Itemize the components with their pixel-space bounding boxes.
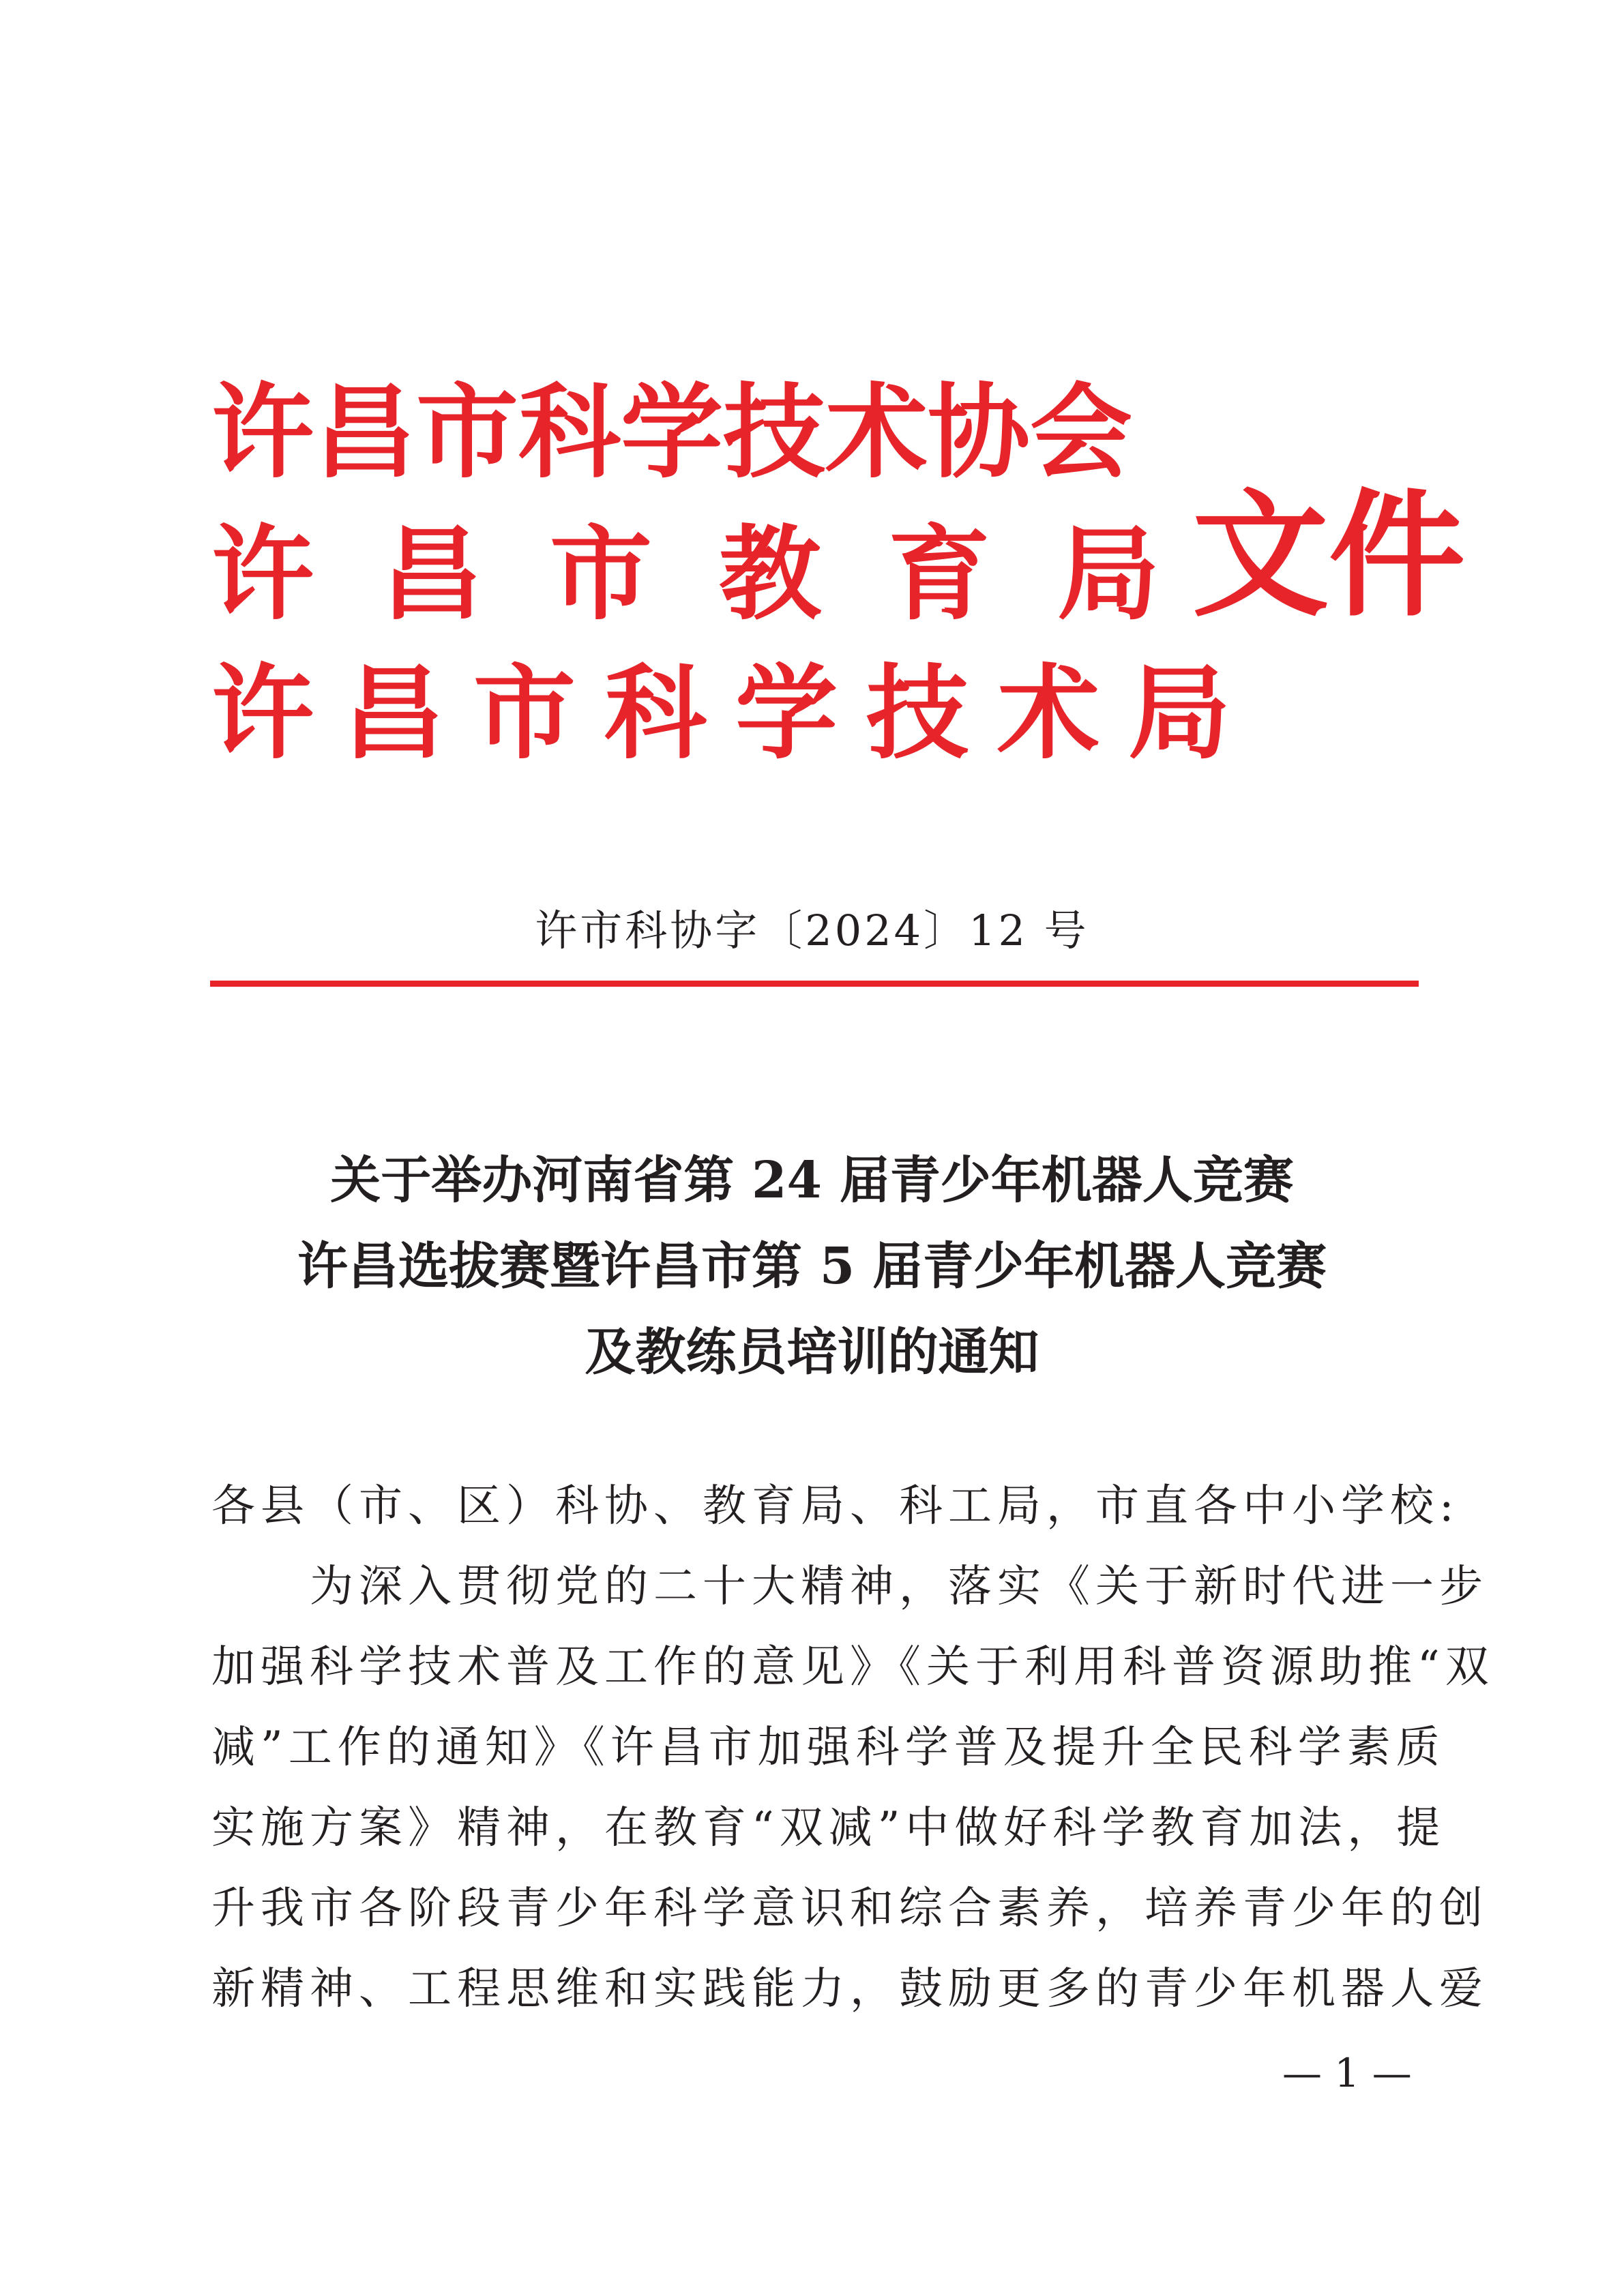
red-divider	[210, 981, 1419, 987]
notice-title	[0, 1137, 1624, 1395]
body-line: 为深入贯彻党的二十大精神，落实《关于新时代进一步	[211, 1562, 1488, 1612]
body-line: 减”工作的通知》《许昌市加强科学普及提升全民科学素质	[211, 1723, 1445, 1773]
notice-title-line: 及教练员培训的通知	[585, 1323, 1039, 1382]
document-suffix: 文件	[1192, 477, 1466, 636]
issuer-line-education-bureau: 许昌市教育局	[211, 516, 1227, 634]
notice-title-line: 关于举办河南省第 24 届青少年机器人竞赛	[330, 1151, 1294, 1210]
page-number: — 1 —	[1282, 2050, 1412, 2096]
body-line: 升我市各阶段青少年科学意识和综合素养，培养青少年的创	[211, 1883, 1488, 1934]
body-line: 加强科学技术普及工作的意见》《关于利用科普资源助推“双	[211, 1642, 1494, 1693]
issuer-line-science-bureau: 许昌市科学技术局	[211, 655, 1260, 773]
notice-title-line: 许昌选拔赛暨许昌市第 5 届青少年机器人竞赛	[297, 1237, 1327, 1296]
issuer-line-science-association: 许昌市科学技术协会	[211, 374, 1133, 492]
notice-body	[211, 1466, 1494, 2029]
salutation: 各县（市、区）科协、教育局、科工局，市直各中小学校:	[211, 1481, 1460, 1532]
body-line: 新精神、工程思维和实践能力，鼓励更多的青少年机器人爱	[211, 1964, 1488, 2014]
document-number: 许市科协字〔2024〕12 号	[535, 906, 1089, 955]
body-line: 实施方案》精神，在教育“双减”中做好科学教育加法，提	[211, 1803, 1446, 1853]
